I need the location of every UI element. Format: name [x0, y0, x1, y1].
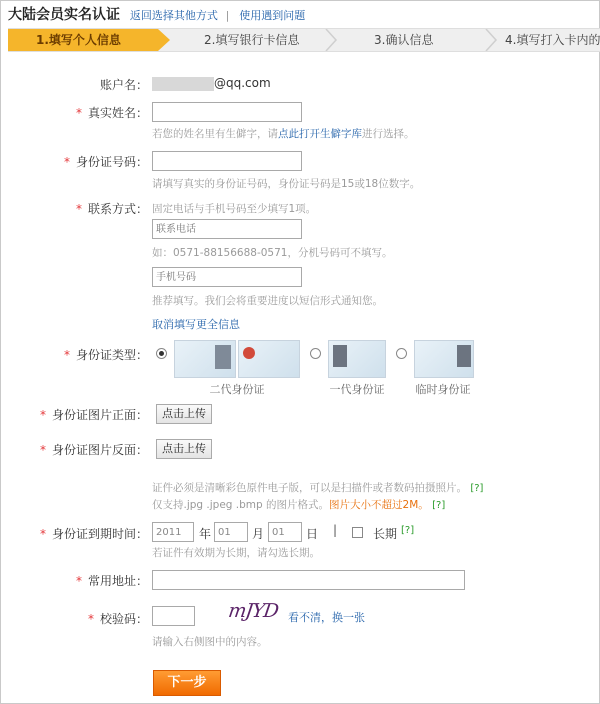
contact-label — [40, 200, 148, 217]
step-3: 3.确认信息 — [374, 33, 434, 47]
contact-hint: 固定电话与手机号码至少填写1项。 — [152, 203, 317, 215]
captcha-hint: 请输入右侧图中的内容。 — [152, 636, 268, 648]
captcha-image: mJYD — [226, 600, 280, 622]
contact-label-text: 联系方式： — [87, 202, 148, 216]
upload-back-button[interactable]: 点击上传 — [156, 439, 212, 459]
help-link[interactable]: 使用遇到问题 — [239, 9, 306, 22]
required-mark: * — [39, 527, 46, 541]
chevron-right-icon — [324, 29, 338, 51]
required-mark: * — [39, 443, 46, 457]
required-mark: * — [75, 574, 82, 588]
id-card-back-image — [238, 340, 300, 378]
id-type-1st-gen-radio[interactable] — [310, 348, 321, 359]
id-number-label — [40, 153, 148, 170]
step-1-arrow — [158, 29, 170, 51]
required-mark: * — [39, 408, 46, 422]
expiry-divider: | — [333, 523, 338, 537]
required-mark: * — [63, 348, 70, 362]
year-unit: 年 — [199, 527, 212, 541]
id-type-temp-caption: 临时身份证 — [415, 383, 471, 396]
expiry-month-input[interactable] — [214, 522, 248, 542]
upload-hint-line2-text: 仅支持.jpg .jpeg .bmp 的图片格式。 — [152, 499, 330, 511]
page-title: 大陆会员实名认证 — [8, 7, 120, 23]
id-front-label-text: 身份证图片正面： — [51, 408, 148, 422]
next-step-button[interactable]: 下一步 — [153, 670, 221, 696]
upload-hint-line2 — [152, 497, 445, 512]
id-back-label — [20, 441, 148, 458]
real-name-label — [40, 104, 148, 121]
real-name-input[interactable] — [152, 102, 302, 122]
id-back-label-text: 身份证图片反面： — [51, 443, 148, 457]
real-name-hint-prefix: 若您的姓名里有生僻字，请 — [152, 128, 278, 140]
account-label: 账户名： — [99, 78, 148, 92]
upload-hint-line1 — [152, 480, 483, 495]
id-type-2nd-gen-caption: 二代身份证 — [209, 383, 265, 396]
progress-steps — [8, 28, 600, 52]
step-2: 2.填写银行卡信息 — [204, 33, 300, 47]
help-icon[interactable]: [?] — [401, 525, 415, 536]
id-number-input[interactable] — [152, 151, 302, 171]
required-mark: * — [75, 202, 82, 216]
id-type-label — [40, 346, 148, 363]
required-mark: * — [75, 106, 82, 120]
mobile-hint: 推荐填写。我们会将重要进度以短信形式通知您。 — [152, 295, 383, 307]
step-1: 1.填写个人信息 — [8, 29, 158, 51]
page-header — [8, 4, 305, 24]
help-icon[interactable]: [?] — [432, 500, 446, 511]
help-icon[interactable]: [?] — [470, 483, 484, 494]
cancel-full-info-link[interactable]: 取消填写更全信息 — [152, 318, 240, 331]
rare-chars-link[interactable]: 点此打开生僻字库 — [278, 128, 362, 140]
id-type-2nd-gen-radio[interactable] — [156, 348, 167, 359]
id-front-label — [20, 406, 148, 423]
id-number-label-text: 身份证号码： — [75, 155, 148, 169]
expiry-hint: 若证件有效期为长期，请勾选长期。 — [152, 547, 320, 559]
account-value: @qq.com — [214, 76, 271, 90]
expiry-year-input[interactable] — [152, 522, 194, 542]
back-to-methods-link[interactable]: 返回选择其他方式 — [129, 9, 218, 22]
address-input[interactable] — [152, 570, 465, 590]
account-masked — [152, 77, 214, 91]
month-unit: 月 — [252, 527, 265, 541]
upload-hint-line1-text: 证件必须是清晰彩色原件电子版，可以是扫描件或者数码拍摄照片。 — [152, 482, 467, 494]
day-unit: 日 — [306, 527, 319, 541]
phone-hint: 如：0571-88156688-0571，分机号码可不填写。 — [152, 247, 393, 259]
expiry-label — [20, 525, 148, 542]
chevron-right-icon — [484, 29, 498, 51]
upload-front-button[interactable]: 点击上传 — [156, 404, 212, 424]
captcha-label-text: 校验码： — [99, 612, 148, 626]
id-type-temp-radio[interactable] — [396, 348, 407, 359]
header-separator: | — [225, 9, 230, 22]
upload-size-warning: 图片大小不超过2M。 — [329, 499, 429, 511]
address-label — [40, 572, 148, 589]
phone-input[interactable] — [152, 219, 302, 239]
real-name-hint-suffix: 进行选择。 — [362, 128, 415, 140]
long-term-checkbox[interactable] — [352, 527, 363, 538]
captcha-label — [40, 610, 148, 627]
expiry-label-text: 身份证到期时间： — [51, 527, 148, 541]
long-term-label: 长期 — [373, 527, 398, 541]
captcha-input[interactable] — [152, 606, 195, 626]
required-mark: * — [63, 155, 70, 169]
step-4: 4.填写打入卡内的 — [505, 33, 600, 47]
id-card-front-image — [174, 340, 236, 378]
required-mark: * — [87, 612, 94, 626]
real-name-hint — [152, 126, 415, 141]
id-card-temp-image — [414, 340, 474, 378]
real-name-label-text: 真实姓名： — [87, 106, 148, 120]
id-type-1st-gen-caption: 一代身份证 — [329, 383, 385, 396]
expiry-day-input[interactable] — [268, 522, 302, 542]
mobile-input[interactable] — [152, 267, 302, 287]
address-label-text: 常用地址： — [87, 574, 148, 588]
id-number-hint: 请填写真实的身份证号码，身份证号码是15或18位数字。 — [152, 178, 421, 190]
id-card-1st-gen-image — [328, 340, 386, 378]
id-type-label-text: 身份证类型： — [75, 348, 148, 362]
captcha-refresh-link[interactable]: 看不清，换一张 — [288, 611, 365, 624]
